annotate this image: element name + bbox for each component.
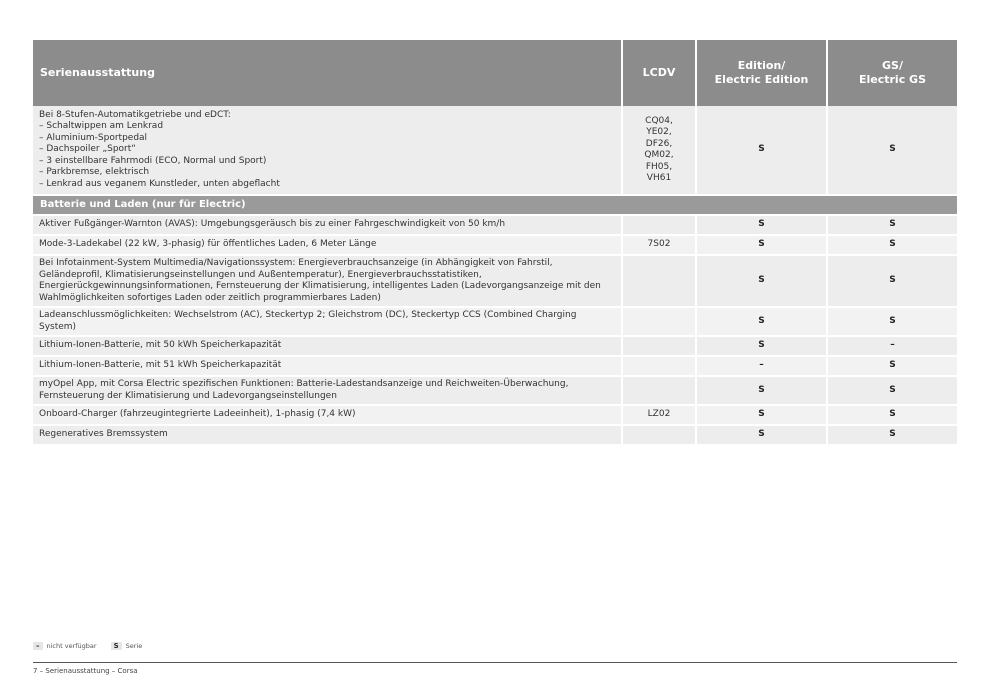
page-footer: 7 – Serienausstattung – Corsa	[33, 667, 138, 675]
lcdv-cell	[622, 336, 696, 356]
feature-cell: Ladeanschlussmöglichkeiten: Wechselstrom (AC), Steckertyp 2; Gleichstrom (DC), Steckertyp CCS (Combined Charging System)	[33, 307, 622, 336]
equipment-table	[33, 40, 957, 446]
feature-cell: Lithium-Ionen-Batterie, mit 51 kWh Speicherkapazität	[33, 356, 622, 376]
lcdv-cell	[622, 356, 696, 376]
feature-cell: Onboard-Charger (fahrzeugintegrierte Ladeeinheit), 1-phasig (7,4 kW)	[33, 405, 622, 425]
bullet-item: – Aluminium-Sportpedal	[39, 132, 148, 143]
table-row	[33, 255, 957, 307]
table-row	[33, 235, 957, 255]
edition-value: S	[696, 425, 827, 445]
header-edition-line2: Electric Edition	[714, 73, 809, 86]
gs-value: S	[827, 405, 957, 425]
table-row	[33, 307, 957, 336]
header-edition	[696, 40, 827, 106]
lcdv-code: QM02,	[644, 150, 674, 160]
feature-cell: Mode-3-Ladekabel (22 kW, 3-phasig) für öffentliches Laden, 6 Meter Länge	[33, 235, 622, 255]
header-feature: Serienausstattung	[33, 40, 622, 106]
header-lcdv: LCDV	[622, 40, 696, 106]
table-row	[33, 215, 957, 235]
table-row	[33, 376, 957, 405]
bullet-item: – Schaltwippen am Lenkrad	[39, 121, 164, 132]
lcdv-code: YE02,	[646, 127, 672, 137]
table-row	[33, 336, 957, 356]
feature-cell: Bei Infotainment-System Multimedia/Navigationssystem: Energieverbrauchsanzeige (in Abhängigkeit von Fahrstil, Geländeprofil, Klimatisierungseinstellungen und Außentemperatur), Energieverbrauchsstatistiken, Energierückgewinnungsinformationen, Fernsteuerung der Klimatisierung, intelligentes Laden (Ladevorgangsanzeige mit den Wahlmöglichkeiten sofortiges Laden oder zeitlich programmierbares Laden)	[33, 255, 622, 307]
feature-cell: myOpel App, mit Corsa Electric spezifischen Funktionen: Batterie-Ladestandsanzeige und Reichweiten-Überwachung, Fernsteuerung der Klimatisierung und Ladevorgangseinstellungen	[33, 376, 622, 405]
lcdv-cell: LZ02	[622, 405, 696, 425]
automatic-gs-value: S	[827, 106, 957, 195]
automatic-edition-value: S	[696, 106, 827, 195]
footer-divider	[33, 662, 957, 663]
legend-dash-label: nicht verfügbar	[46, 642, 97, 650]
table-header-row	[33, 40, 957, 106]
legend-s-symbol: S	[111, 642, 122, 650]
legend-s-label: Serie	[125, 642, 143, 650]
lcdv-code: CQ04,	[645, 115, 673, 126]
lcdv-cell	[622, 255, 696, 307]
automatic-lcdv-codes	[622, 106, 696, 195]
lcdv-cell	[622, 307, 696, 336]
bullet-item: – 3 einstellbare Fahrmodi (ECO, Normal und Sport)	[39, 155, 267, 166]
edition-value: S	[696, 376, 827, 405]
table-row	[33, 356, 957, 376]
gs-value: –	[827, 336, 957, 356]
gs-value: S	[827, 235, 957, 255]
table-row	[33, 405, 957, 425]
lcdv-cell: 7S02	[622, 235, 696, 255]
lcdv-cell	[622, 215, 696, 235]
edition-value: S	[696, 215, 827, 235]
lcdv-code: DF26,	[645, 138, 673, 149]
feature-cell: Aktiver Fußgänger-Warnton (AVAS): Umgebungsgeräusch bis zu einer Fahrgeschwindigkeit von 50 km/h	[33, 215, 622, 235]
header-gs	[827, 40, 957, 106]
bullet-item: – Parkbremse, elektrisch	[39, 167, 150, 178]
header-gs-line1: GS/	[882, 59, 903, 72]
table-row	[33, 425, 957, 445]
automatic-features-cell	[33, 106, 622, 195]
header-gs-line2: Electric GS	[858, 73, 927, 86]
lcdv-code: VH61	[646, 173, 672, 183]
feature-cell: Regeneratives Bremssystem	[33, 425, 622, 445]
automatic-bullet-list	[39, 121, 615, 190]
edition-value: S	[696, 405, 827, 425]
header-edition-line1: Edition/	[737, 59, 786, 72]
edition-value: S	[696, 336, 827, 356]
edition-value: –	[696, 356, 827, 376]
feature-cell: Lithium-Ionen-Batterie, mit 50 kWh Speicherkapazität	[33, 336, 622, 356]
section-row-battery	[33, 195, 957, 215]
lcdv-cell	[622, 376, 696, 405]
gs-value: S	[827, 307, 957, 336]
gs-value: S	[827, 356, 957, 376]
section-title: Batterie und Laden (nur für Electric)	[33, 195, 957, 215]
legend	[33, 642, 156, 650]
gs-value: S	[827, 215, 957, 235]
edition-value: S	[696, 255, 827, 307]
bullet-item: – Lenkrad aus veganem Kunstleder, unten abgeflacht	[39, 178, 280, 189]
gs-value: S	[827, 255, 957, 307]
table-row-automatic	[33, 106, 957, 195]
gs-value: S	[827, 376, 957, 405]
automatic-intro: Bei 8-Stufen-Automatikgetriebe und eDCT:	[39, 109, 231, 120]
bullet-item: – Dachspoiler „Sport“	[39, 144, 136, 155]
legend-dash-symbol: –	[33, 642, 43, 650]
lcdv-cell	[622, 425, 696, 445]
gs-value: S	[827, 425, 957, 445]
lcdv-code: FH05,	[645, 161, 673, 172]
edition-value: S	[696, 307, 827, 336]
edition-value: S	[696, 235, 827, 255]
